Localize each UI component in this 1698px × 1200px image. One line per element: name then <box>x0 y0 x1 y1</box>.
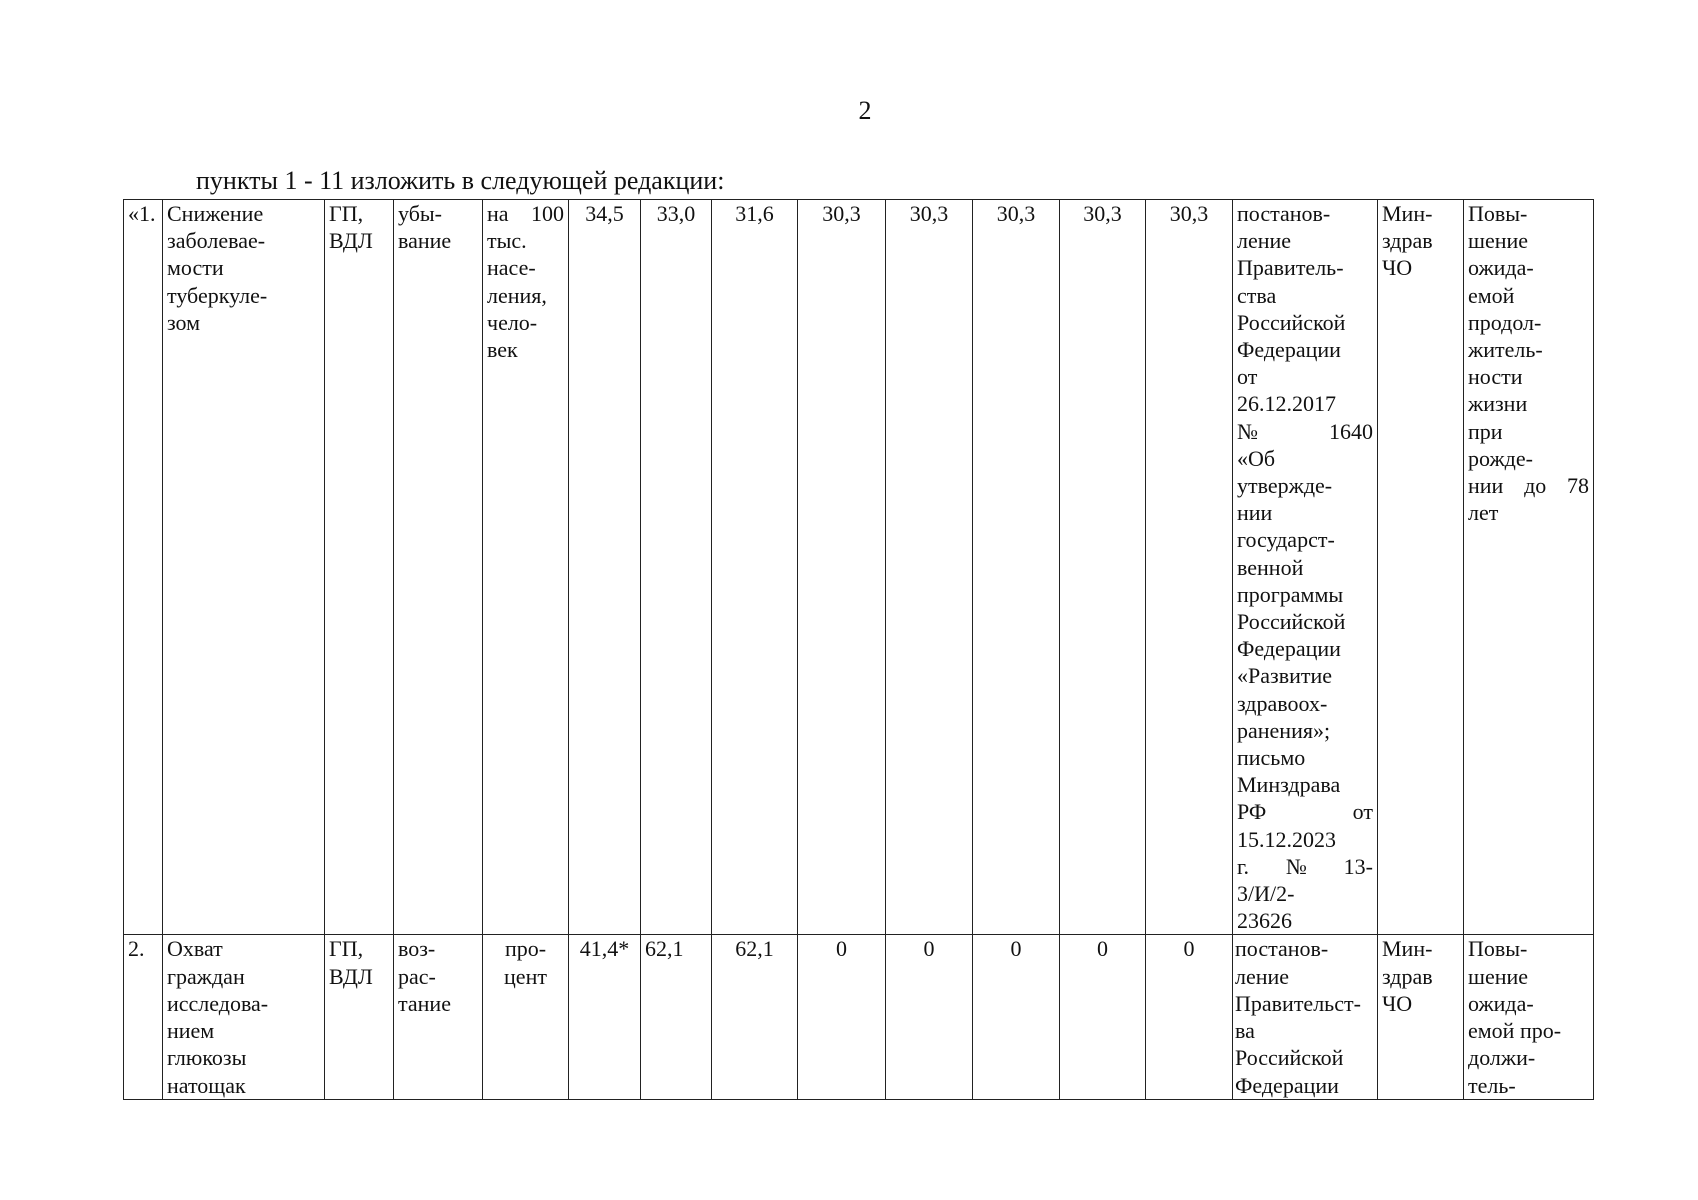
cell-line: емой про- <box>1468 1018 1562 1044</box>
cell-line: 23626 <box>1237 908 1292 934</box>
value-cell: 30,3 <box>886 200 973 935</box>
cell-line: Федерации <box>1237 337 1341 363</box>
value-cell: 41,4* <box>569 935 641 1099</box>
value-cell: 30,3 <box>973 200 1060 935</box>
cell-line: ства <box>1237 282 1277 308</box>
value-cell: 0 <box>973 935 1060 1099</box>
cell-line: государст- <box>1237 527 1335 553</box>
cell-line: постанов- <box>1235 936 1329 962</box>
cell-line: натощак <box>167 1072 246 1098</box>
indicators-table <box>123 199 1594 1100</box>
unit-of-measure <box>483 935 569 1099</box>
cell-line: от <box>1237 364 1258 390</box>
cell-line: 26.12.2017 <box>1237 391 1336 417</box>
cell-line: рожде- <box>1468 445 1533 471</box>
indicator-type <box>325 200 394 935</box>
indicator-name <box>163 200 325 935</box>
cell-line: ЧО <box>1382 255 1413 281</box>
cell-line: ВДЛ <box>329 963 373 989</box>
cell-line: Охват <box>167 936 223 962</box>
value-cell: 0 <box>1060 935 1146 1099</box>
cell-line: туберкуле- <box>167 282 268 308</box>
cell-line: вание <box>398 228 452 254</box>
cell-line: ЧО <box>1382 990 1413 1016</box>
responsible-body <box>1378 200 1464 935</box>
value-cell: 30,3 <box>1060 200 1146 935</box>
cell-line: Мин- <box>1382 936 1433 962</box>
value-cell: 0 <box>886 935 973 1099</box>
cell-line: Повы- <box>1468 201 1528 226</box>
responsible-body <box>1378 935 1464 1099</box>
cell-line: нием <box>167 1018 215 1044</box>
indicator-direction <box>394 200 483 935</box>
value-cell: 33,0 <box>641 200 712 935</box>
cell-line: РФ от <box>1237 799 1373 825</box>
cell-line: глюкозы <box>167 1045 247 1071</box>
cell-line: заболевае- <box>167 228 266 254</box>
cell-line: Мин- <box>1382 201 1433 226</box>
cell-line: ВДЛ <box>329 228 373 254</box>
cell-line: емой <box>1468 282 1515 308</box>
cell-line: Федерации <box>1235 1072 1339 1098</box>
cell-line: № 1640 <box>1237 418 1373 444</box>
cell-line: тание <box>398 990 451 1016</box>
value-cell: 0 <box>798 935 886 1099</box>
cell-line: здрав <box>1382 228 1433 254</box>
cell-line: лет <box>1468 500 1499 526</box>
cell-line: ожида- <box>1468 255 1534 281</box>
cell-line: 3/И/2- <box>1237 881 1295 907</box>
cell-line: граждан <box>167 963 245 989</box>
cell-line: должи- <box>1468 1045 1536 1071</box>
cell-line: Снижение <box>167 201 264 226</box>
value-cell: 62,1 <box>712 935 798 1099</box>
cell-line: Федерации <box>1237 636 1341 662</box>
cell-line: ление <box>1235 963 1290 989</box>
cell-line: на 100 <box>487 201 564 226</box>
row-number: «1. <box>124 200 163 935</box>
cell-line: век <box>487 337 518 363</box>
target-goal <box>1464 935 1594 1099</box>
cell-line: г. № 13- <box>1237 853 1373 879</box>
cell-line: шение <box>1468 963 1529 989</box>
indicator-direction <box>394 935 483 1099</box>
cell-line: постанов- <box>1237 201 1331 226</box>
value-cell: 30,3 <box>798 200 886 935</box>
cell-line: воз- <box>398 936 436 962</box>
indicator-name <box>163 935 325 1099</box>
cell-line: продол- <box>1468 309 1542 335</box>
cell-line: здрав <box>1382 963 1433 989</box>
cell-line: программы <box>1237 581 1344 607</box>
page-number: 2 <box>858 96 872 125</box>
table-row <box>124 200 1594 935</box>
cell-line: нии до 78 <box>1468 473 1589 499</box>
intro-text: пункты 1 - 11 изложить в следующей редакции: <box>196 166 725 195</box>
indicator-type <box>325 935 394 1099</box>
cell-line: Минздрава <box>1237 772 1341 798</box>
cell-line: тель- <box>1468 1072 1516 1098</box>
unit-of-measure <box>483 200 569 935</box>
cell-line: письмо <box>1237 745 1306 771</box>
value-cell: 0 <box>1146 935 1233 1099</box>
cell-line: «Развитие <box>1237 663 1333 689</box>
cell-line: насе- <box>487 255 536 281</box>
cell-line: ГП, <box>329 201 364 226</box>
cell-line: шение <box>1468 228 1529 254</box>
cell-line: 15.12.2023 <box>1237 826 1336 852</box>
cell-line: при <box>1468 418 1503 444</box>
cell-line: цент <box>504 963 547 989</box>
cell-line: убы- <box>398 201 443 226</box>
cell-line: Повы- <box>1468 936 1528 962</box>
legal-basis <box>1233 200 1378 935</box>
value-cell: 30,3 <box>1146 200 1233 935</box>
cell-line: про- <box>504 936 547 962</box>
table-row <box>124 935 1594 1099</box>
cell-line: рас- <box>398 963 436 989</box>
cell-line: утвержде- <box>1237 473 1333 499</box>
cell-line: ности <box>1468 364 1523 390</box>
cell-line: ожида- <box>1468 990 1534 1016</box>
cell-line: чело- <box>487 309 538 335</box>
cell-line: житель- <box>1468 337 1543 363</box>
cell-line: жизни <box>1468 391 1528 417</box>
cell-line: «Об <box>1237 445 1276 471</box>
row-number: 2. <box>124 935 163 1099</box>
cell-line: ление <box>1237 228 1292 254</box>
cell-line: исследова- <box>167 990 269 1016</box>
cell-line: мости <box>167 255 224 281</box>
cell-line: нии <box>1237 500 1273 526</box>
cell-line: зом <box>167 309 201 335</box>
value-cell: 34,5 <box>569 200 641 935</box>
cell-line: Российской <box>1237 309 1346 335</box>
cell-line: Правительст- <box>1235 990 1361 1016</box>
value-cell: 31,6 <box>712 200 798 935</box>
cell-line: Правитель- <box>1237 255 1344 281</box>
legal-basis <box>1233 935 1378 1099</box>
cell-line: тыс. <box>487 228 527 254</box>
cell-line: ГП, <box>329 936 364 962</box>
cell-line: венной <box>1237 554 1304 580</box>
cell-line: Российской <box>1237 609 1346 635</box>
value-cell: 62,1 <box>641 935 712 1099</box>
cell-line: Российской <box>1235 1045 1344 1071</box>
cell-line: ранения»; <box>1237 717 1331 743</box>
cell-line: ления, <box>487 282 547 308</box>
cell-line: здравоох- <box>1237 690 1328 716</box>
target-goal <box>1464 200 1594 935</box>
cell-line: ва <box>1235 1018 1255 1044</box>
